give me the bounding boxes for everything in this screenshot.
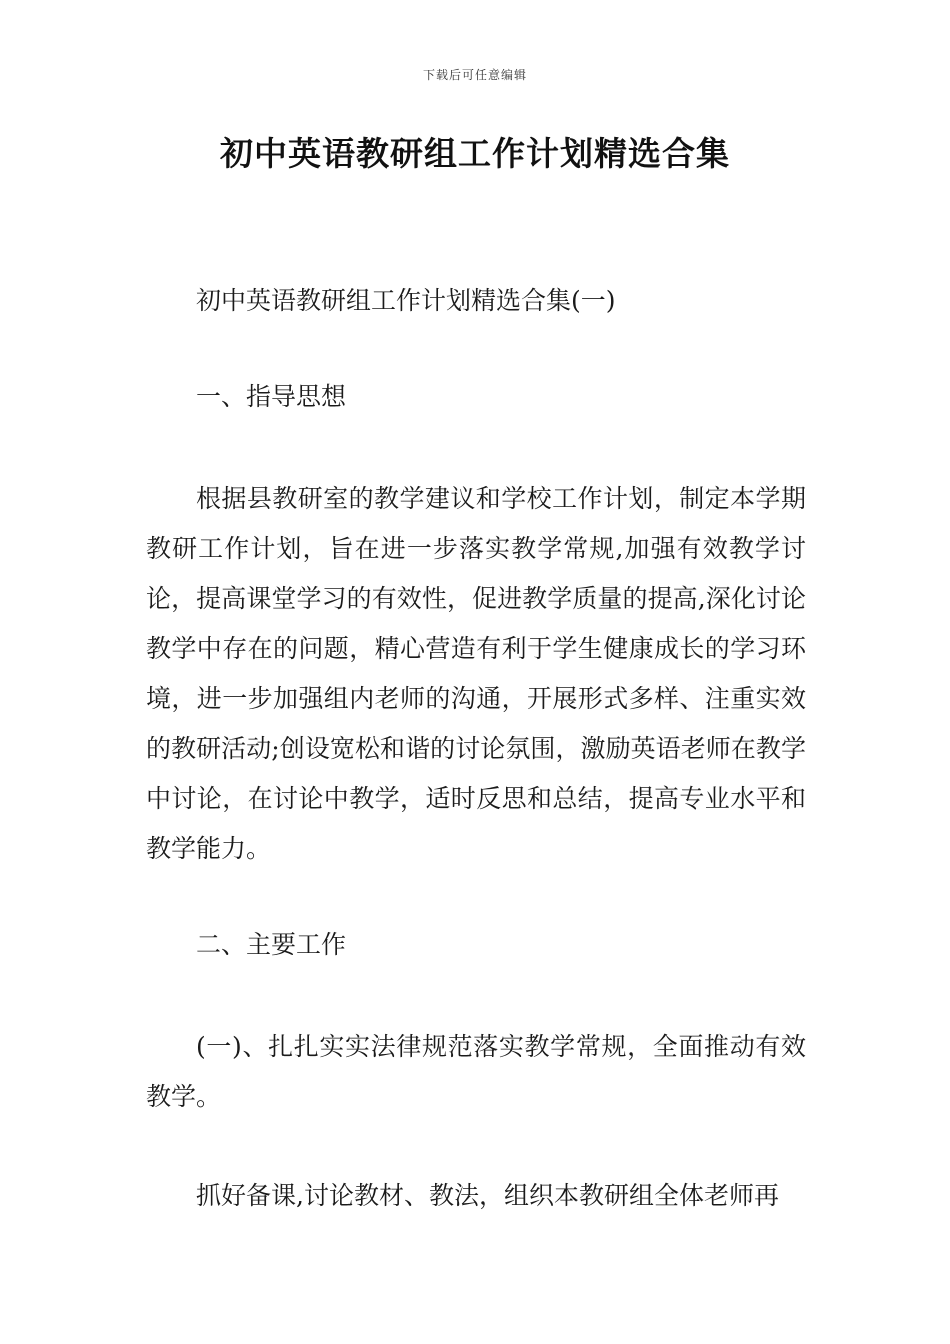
paragraph-lesson-preparation: 抓好备课,讨论教材、教法，组织本教研组全体老师再 [196, 1181, 779, 1210]
subsection-heading-teaching-routine: (一)、扎扎实实法律规范落实教学常规，全面推动有效教学。 [146, 1032, 806, 1111]
header-note: 下载后可任意编辑 [422, 68, 527, 82]
paragraph-guiding-ideology: 根据县教研室的教学建议和学校工作计划，制定本学期教研工作计划，旨在进一步落实教学常规,加强有效教学讨论，提高课堂学习的有效性，促进教学质量的提高,深化讨论教学中存在的问题，精心营造有利于学生健康成长的学习环境，进一步加强组内老师的沟通，开展形式多样、注重实效的教研活动;创设宽松和谐的讨论氛围，激励英语老师在教学中讨论，在讨论中教学，适时反思和总结，提高专业水平和教学能力。 [146, 484, 806, 863]
section-heading-guiding-ideology: 一、指导思想 [196, 382, 347, 411]
document-title: 初中英语教研组工作计划精选合集 [220, 134, 730, 173]
section-heading-main-work: 二、主要工作 [196, 930, 347, 959]
document-subtitle: 初中英语教研组工作计划精选合集(一) [196, 286, 616, 315]
